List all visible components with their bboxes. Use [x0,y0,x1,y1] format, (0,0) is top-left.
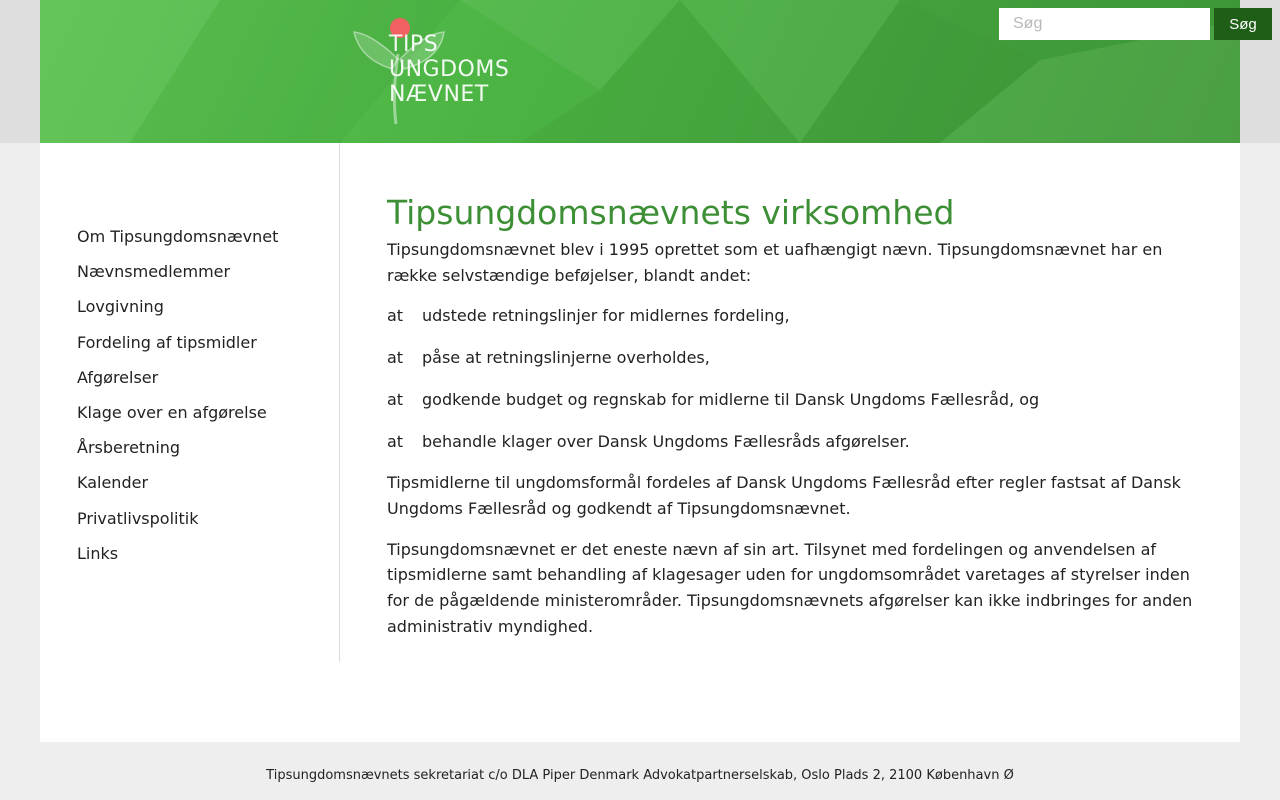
sidebar-item-afgoerelser[interactable]: Afgørelser [77,367,159,387]
search-button[interactable]: Søg [1214,8,1272,40]
sidebar-item-lovgivning[interactable]: Lovgivning [77,297,164,317]
intro-paragraph: Tipsungdomsnævnet blev i 1995 oprettet som et uafhængigt nævn. Tipsungdomsnævnet har en række selvstændige beføjelser, blandt andet: [387,240,1163,285]
logo-line-3: NÆVNET [389,82,489,107]
at-text: behandle klager over Dansk Ungdoms Fællesråds afgørelser. [422,431,910,451]
sidebar-list [77,219,278,571]
sidebar-item-links[interactable]: Links [77,543,119,563]
at-text: påse at retningslinjerne overholdes, [422,348,710,368]
page-title: Tipsungdomsnævnets virksomhed [387,193,955,232]
body-paragraph-2: Tipsmidlerne til ungdomsformål fordeles af Dansk Ungdoms Fællesråd efter regler fastsat af Dansk Ungdoms Fællesråd og godkendt af Tipsungdomsnævnet. [387,473,1181,518]
logo-line-2: UNGDOMS [389,57,510,82]
main-article [387,193,1197,654]
site-header [40,0,1257,143]
at-prefix: at [387,306,404,326]
at-list-item [387,429,1197,455]
at-list-item [387,303,1197,329]
at-list-item [387,387,1197,413]
at-list-item [387,345,1197,371]
sidebar-item-klage-over-en-afgoerelse[interactable]: Klage over en afgørelse [77,402,267,422]
sidebar-item-fordeling-af-tipsmidler[interactable]: Fordeling af tipsmidler [77,332,257,352]
at-text: godkende budget og regnskab for midlerne til Dansk Ungdoms Fællesråd, og [422,389,1040,409]
at-prefix: at [387,431,404,451]
sidebar-nav [40,143,340,662]
search-input[interactable] [999,8,1210,40]
at-prefix: at [387,389,404,409]
sidebar-item-kalender[interactable]: Kalender [77,473,149,493]
at-prefix: at [387,348,404,368]
sidebar-item-privatlivspolitik[interactable]: Privatlivspolitik [77,508,199,528]
content-panel [40,143,1240,742]
body-paragraph-3: Tipsungdomsnævnet er det eneste nævn af sin art. Tilsynet med fordelingen og anvendelsen af tipsmidlerne samt behandling af klagesager uden for ungdomsområdet varetages af styrelser inden for de pågældende ministerområder. Tipsungdomsnævnets afgørelser kan ikke indbringes for anden administrativ myndighed. [387,539,1193,636]
logo-wordmark[interactable] [389,32,509,107]
sidebar-item-om-tipsungdomsnaevnet[interactable]: Om Tipsungdomsnævnet [77,227,279,246]
site-footer: Tipsungdomsnævnets sekretariat c/o DLA Piper Denmark Advokatpartnerselskab, Oslo Plads 2, 2100 København Ø [266,768,1014,783]
sidebar-item-naevnsmedlemmer[interactable]: Nævnsmedlemmer [77,262,231,282]
at-text: udstede retningslinjer for midlernes fordeling, [422,306,790,326]
logo-line-1: TIPS [389,32,439,57]
sidebar-item-aarsberetning[interactable]: Årsberetning [77,438,181,458]
